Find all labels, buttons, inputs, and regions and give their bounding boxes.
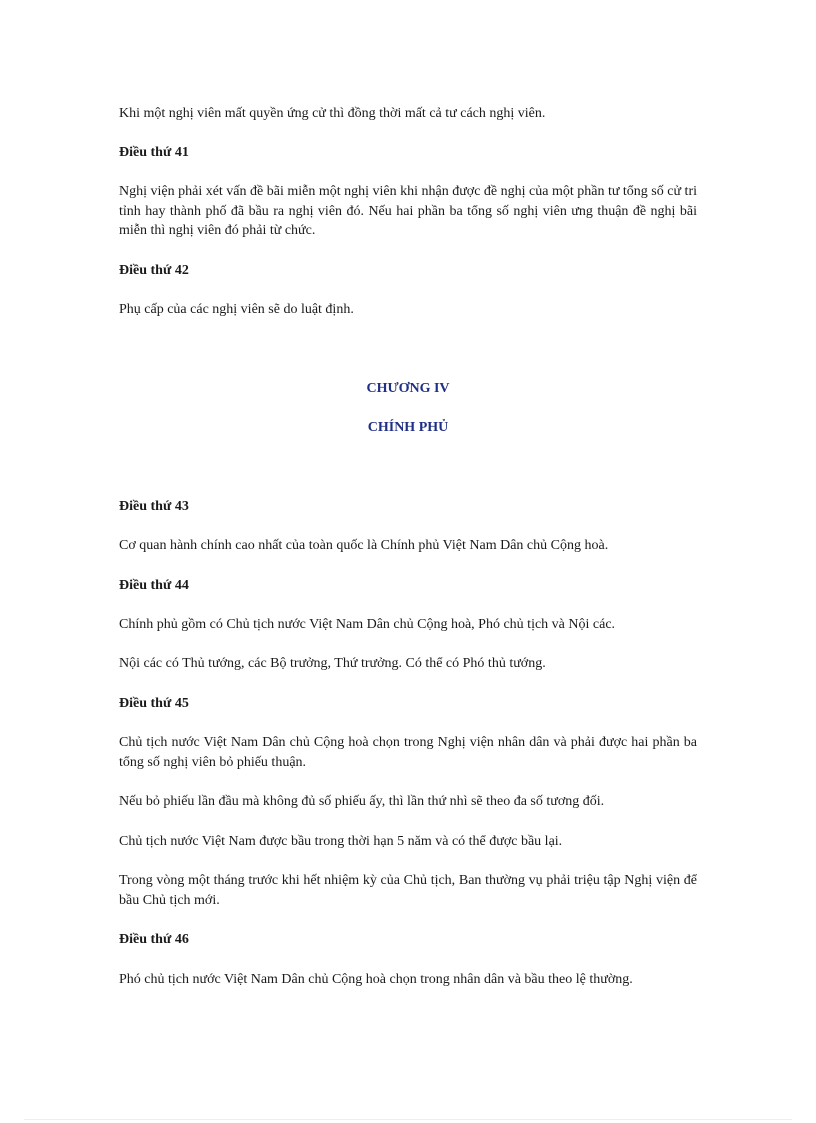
paragraph-article-45-b: Nếu bỏ phiếu lần đầu mà không đủ số phiếu ấy, thì lần thứ nhì sẽ theo đa số tương đối. [119, 794, 605, 809]
chapter-title: CHÍNH PHỦ [367, 420, 449, 435]
article-heading-44: Điều thứ 44 [119, 578, 189, 593]
chapter-number: CHƯƠNG IV [366, 381, 450, 396]
paragraph-article-45-d: Trong vòng một tháng trước khi hết nhiệm kỳ của Chủ tịch, Ban thường vụ phải triệu tập Nghị viện để bầu Chủ tịch mới. [119, 873, 697, 908]
paragraph-article-41: Nghị viện phải xét vấn đề bãi miễn một nghị viên khi nhận được đề nghị của một phần tư tổng số cử tri tỉnh hay thành phố đã bầu ra nghị viên đó. Nếu hai phần ba tổng số nghị viên ưng thuận đề nghị bãi miễn thì nghị viên đó phải từ chức. [119, 184, 697, 238]
paragraph-article-44-b: Nội các có Thủ tướng, các Bộ trưởng, Thứ trưởng. Có thể có Phó thủ tướng. [119, 656, 546, 671]
paragraph-article-42: Phụ cấp của các nghị viên sẽ do luật định. [119, 302, 354, 317]
paragraph-candidacy-loss: Khi một nghị viên mất quyền ứng cử thì đồng thời mất cả tư cách nghị viên. [119, 106, 546, 121]
paragraph-article-45-c: Chủ tịch nước Việt Nam được bầu trong thời hạn 5 năm và có thể được bầu lại. [119, 834, 563, 849]
page-bottom-divider [24, 1119, 792, 1120]
article-heading-46: Điều thứ 46 [119, 932, 189, 947]
article-heading-43: Điều thứ 43 [119, 499, 189, 514]
article-heading-45: Điều thứ 45 [119, 696, 189, 711]
paragraph-article-43: Cơ quan hành chính cao nhất của toàn quốc là Chính phủ Việt Nam Dân chủ Cộng hoà. [119, 538, 609, 553]
article-heading-41: Điều thứ 41 [119, 145, 189, 160]
paragraph-article-44-a: Chính phủ gồm có Chủ tịch nước Việt Nam Dân chủ Cộng hoà, Phó chủ tịch và Nội các. [119, 617, 616, 632]
article-heading-42: Điều thứ 42 [119, 263, 189, 278]
paragraph-article-46: Phó chủ tịch nước Việt Nam Dân chủ Cộng hoà chọn trong nhân dân và bầu theo lệ thường. [119, 972, 633, 987]
paragraph-article-45-a: Chủ tịch nước Việt Nam Dân chủ Cộng hoà chọn trong Nghị viện nhân dân và phải được hai phần ba tổng số nghị viên bỏ phiếu thuận. [119, 735, 697, 770]
